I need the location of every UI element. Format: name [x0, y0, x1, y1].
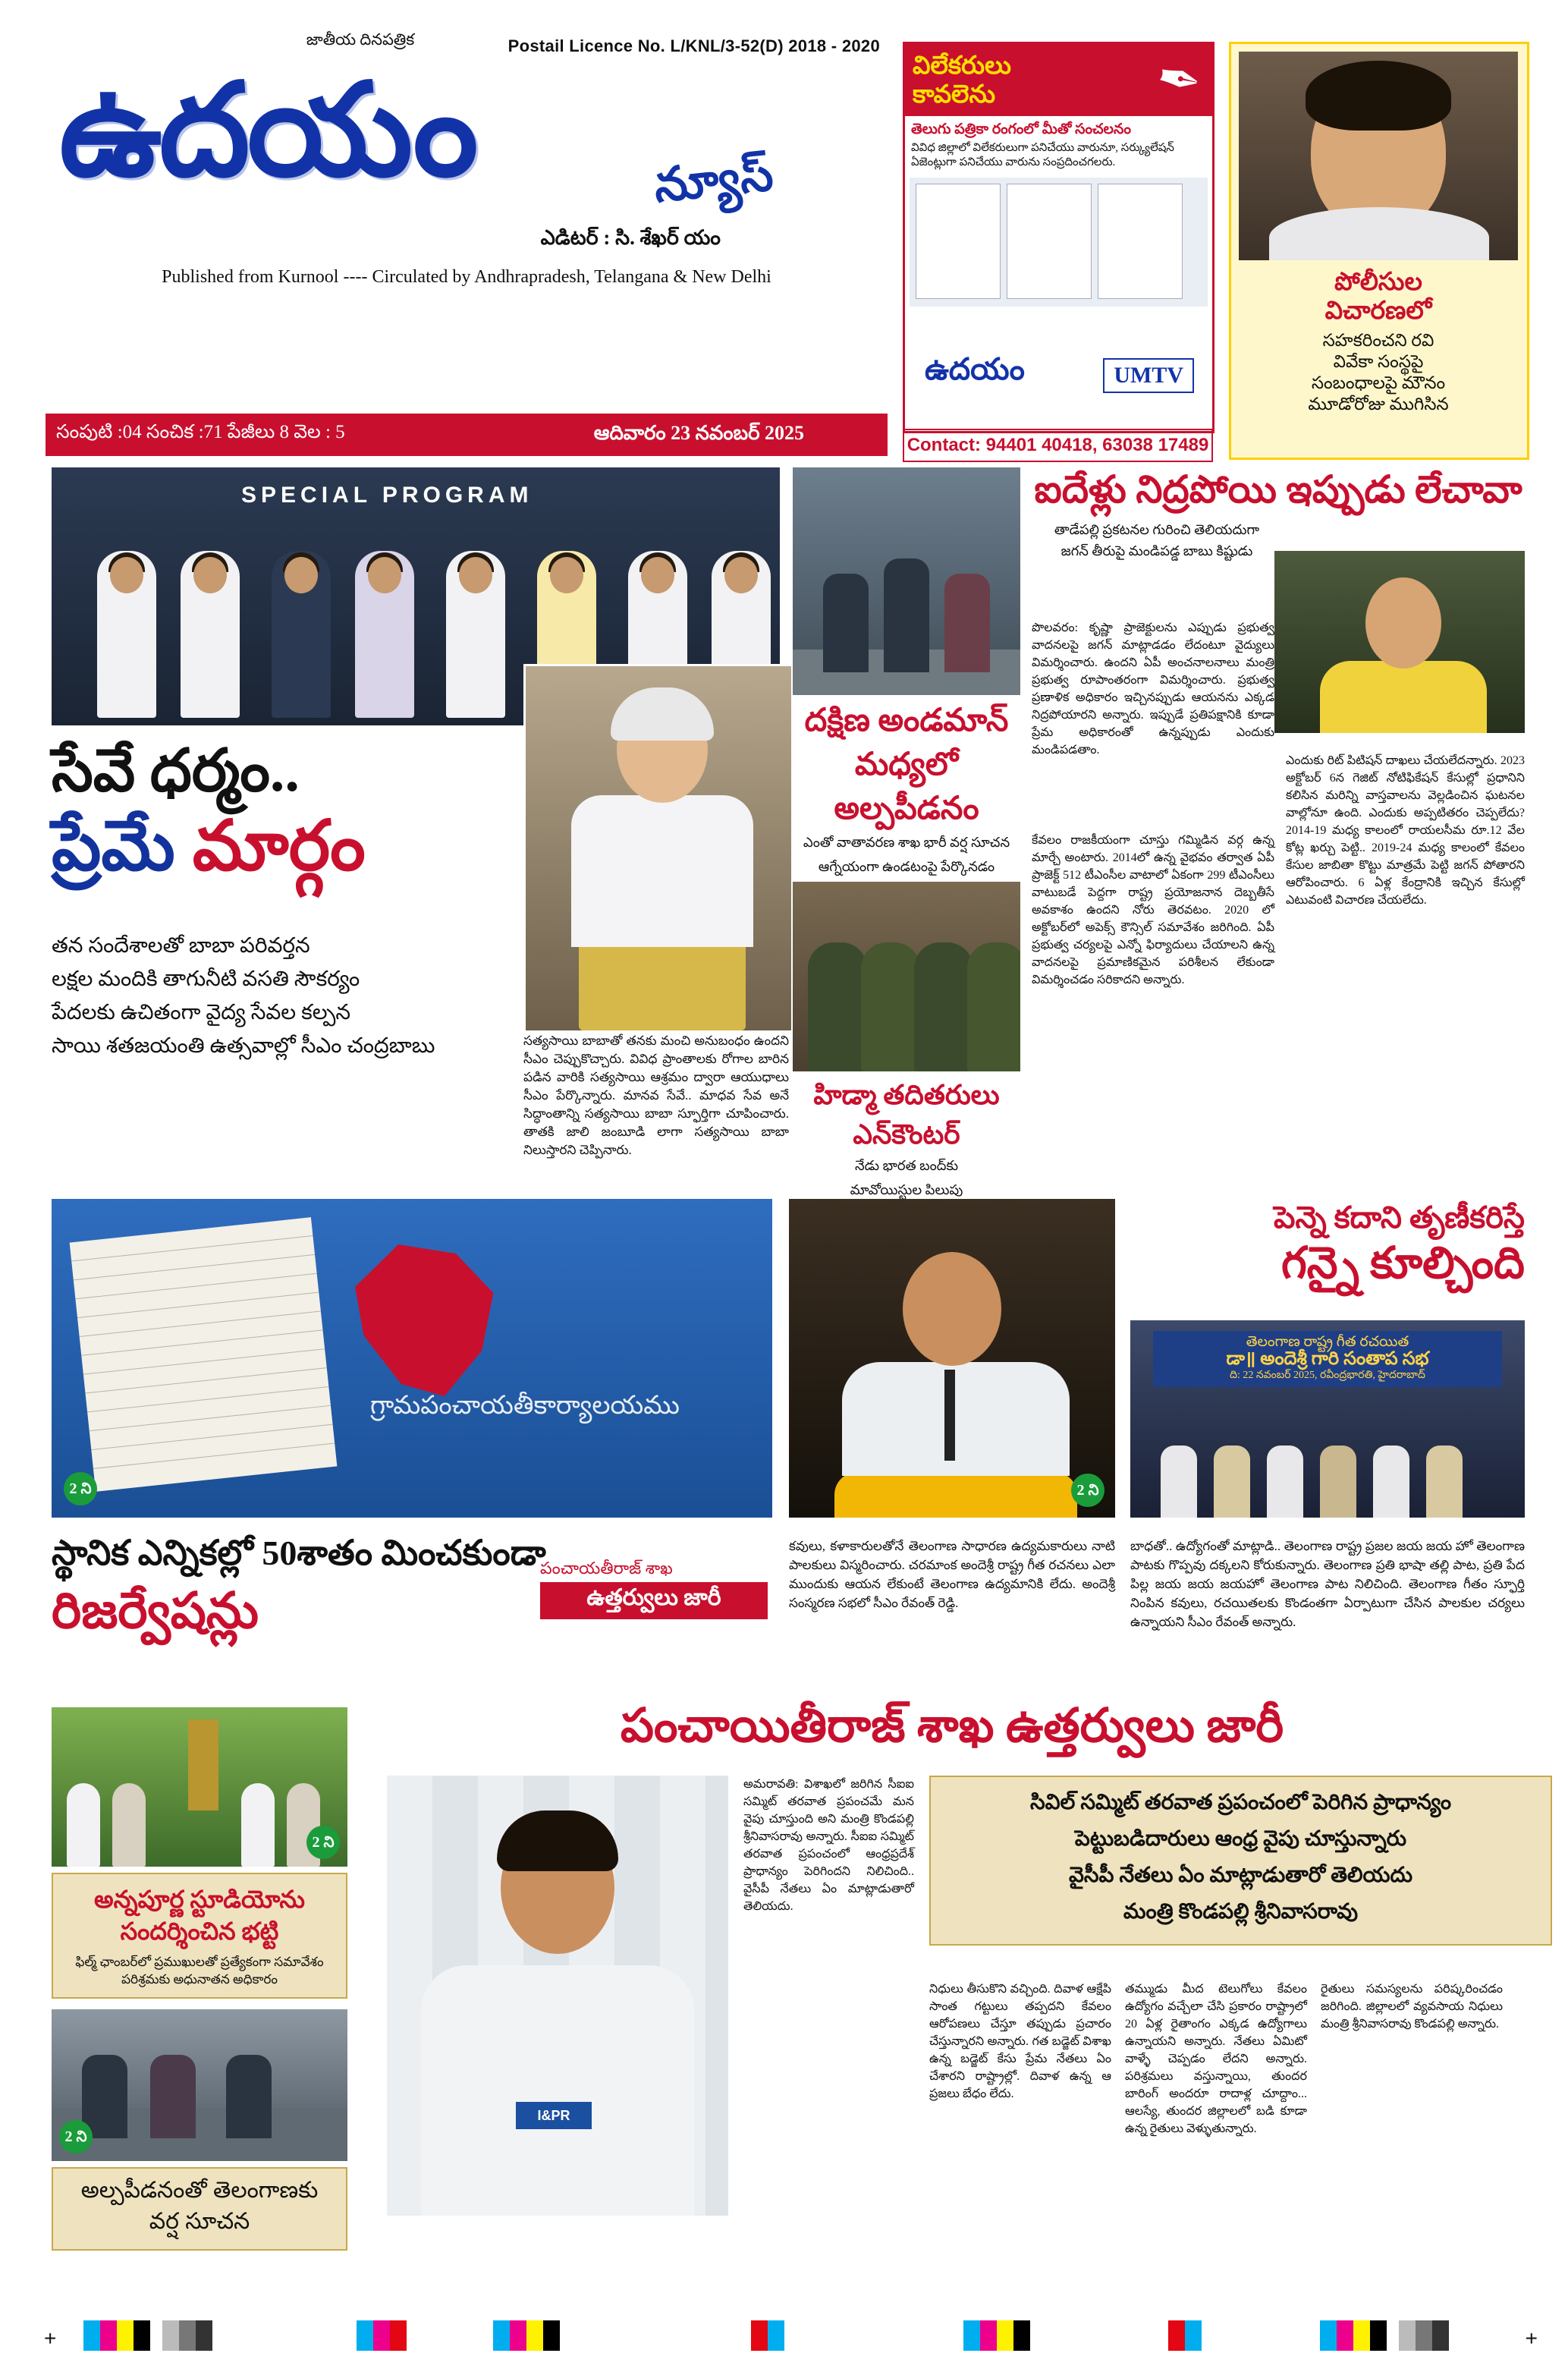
- lead-headline-red: మార్గం: [192, 807, 366, 885]
- registration-mark-left: +: [44, 2326, 57, 2350]
- tr-sub4: మూడోరోజు ముగిసిన: [1308, 395, 1449, 414]
- top-right-story: [1229, 42, 1529, 460]
- rain-photo: [52, 2009, 347, 2161]
- lead-bullet-2: పేదలకు ఉచితంగా వైద్య సేవల కల్పన: [52, 1001, 351, 1024]
- quill-icon: ✒: [1151, 46, 1208, 114]
- maoist-sub1: నేడు భారత బంద్‌కు: [854, 1158, 959, 1173]
- color-bar-2: [357, 2320, 407, 2351]
- registration-mark-right: +: [1525, 2326, 1538, 2350]
- minister-body-columns: [743, 1980, 1525, 2138]
- statue-photo: [52, 1707, 347, 1867]
- left-sidebar-stories: [52, 1707, 347, 2251]
- ballot-photo: [52, 1199, 772, 1518]
- rain-story: [52, 2167, 347, 2251]
- weather-sub1: ఎంతో వాతావరణ శాఖ భారీ వర్ష సూచన: [803, 835, 1010, 850]
- umtv-logo: UMTV: [1103, 358, 1194, 393]
- weather-sub2: ఆగ్నేయంగా ఉండటంపై పేర్కొనడం: [818, 859, 995, 874]
- jagan-body-2: కేవలం రాజకీయంగా చూస్తు గమ్మిడిన వర్గ ఉన్న మార్చే అంటారు. 2014లో ఉన్న వైభవం తర్వాత ఏపీ ప్రాజెక్ట్ 512 టీఎంసీల వాటాలో ఏకంగా 299 టీఎంసీలు వాటుబడే పెద్దగా రాష్ట్ర ప్రయోజనాన దెబ్బతీసే అవకాశం ఉందని నోరు తెరవటం. 2020 లో అక్టోబర్‌లో అపెక్స్ కౌన్సిల్ సమావేశం జరిగింది. ఏపీ ప్రభుత్వ చర్యలపై ఎన్నో ఫిర్యాదులు చేయాలని ఉన్న వాదనలపై ప్రమాణికమైన పరిశీలన లేకుండా విమర్శించడం సరికాదని అన్నారు.: [1032, 834, 1274, 986]
- tr-sub3: సంబంధాలపై మౌనం: [1311, 373, 1446, 392]
- top-right-photo: [1239, 52, 1518, 260]
- published-line: Published from Kurnool ---- Circulated by Andhrapradesh, Telangana & New Delhi: [162, 267, 771, 287]
- panchayat-title: పంచాయితీరాజ్ శాఖ ఉత్తర్వులు జారీ: [620, 1700, 1284, 1752]
- tr-headline1: పోలీసుల: [1334, 269, 1422, 296]
- contact-bar: Contact: 94401 40418, 63038 17489: [903, 429, 1213, 462]
- ipr-badge: I&PR: [516, 2102, 592, 2129]
- recruitment-title-line2: కావలెను: [913, 81, 996, 109]
- recruitment-ad-footer: [905, 344, 1212, 398]
- recruitment-ad-header: [905, 44, 1212, 116]
- newspaper-logo-sub: న్యూస్: [652, 149, 776, 213]
- maoist-head2: ఎన్‌కౌంటర్: [853, 1119, 960, 1150]
- recruitment-title-line1: విలేకరులు: [913, 52, 1011, 80]
- studio-head2: సందర్శించిన భట్టి: [120, 1917, 279, 1945]
- minister-body-col4: రైతులు సమస్యలను పరిష్కరించడం జరిగింది. జిల్లాలలో వ్యవసాయ నిధులు మంత్రి శ్రీనివాసరావు కొండపల్లి అన్నారు.: [1321, 1983, 1503, 2031]
- tr-sub1: సహకరించని రవి: [1322, 331, 1434, 350]
- color-bar-4: [751, 2320, 784, 2351]
- newspaper-logo: ఉదయం: [59, 60, 476, 203]
- lead-bullet-0: తన సందేశాలతో బాబా పరివర్తన: [52, 934, 310, 958]
- page-ref-badge-2: 2 ని: [1071, 1474, 1105, 1507]
- jagan-photo: [1274, 551, 1525, 733]
- weather-head2: మధ్యలో: [854, 747, 959, 782]
- lead-bullet-1: లక్షల మందికి తాగునీటి వసతి సౌకర్యం: [52, 967, 360, 991]
- recruitment-ad-text: వివిధ జిల్లాలో విలేకరులుగా పనిచేయు వారునూ, సర్క్యులేషన్ ఏజెంట్లుగా పనిచేయు వారును సంప్రదించగలరు.: [911, 142, 1174, 168]
- tr-sub2: వివేకా సంస్థపై: [1333, 352, 1424, 371]
- mini-logo: ఉదయం: [925, 352, 1025, 386]
- issue-date: ఆదివారం 23 నవంబర్ 2025: [593, 422, 804, 444]
- lead-headline-blue: ప్రేమే: [52, 807, 175, 885]
- reservation-headline-line1: స్థానిక ఎన్నికల్లో 50శాతం మించకుండా: [52, 1534, 546, 1572]
- sabha-photo: [1130, 1320, 1525, 1518]
- reservation-headline: [52, 1533, 780, 1641]
- masthead-tiny-line: జాతీయ దినపత్రిక: [306, 30, 415, 49]
- minister-body-col3: తమ్ముడు మీద టెలుగోలు కేవలం ఉద్యోగం వచ్చేలా చేసి ప్రకారం రాష్ట్రాలో 20 ఏళ్ల రైతాంగం ఎక్కడ ఉద్యోగాలు ఉన్నాయని అన్నారు. నేతలు ఏమిటో వాళ్ళే చెప్పడం లేదని అన్నారు. పరిశ్రమలు వస్తున్నాయి, తుందర బారింగ్ అందరూ రాదాళ్ల చూద్దాం... ఆలస్యే, తుందర జిల్లాలలో బడి కూడా ఉన్న రైతులు వెళ్ళుతున్నారు.: [1125, 1983, 1307, 2135]
- issue-bar: [46, 414, 888, 456]
- studio-story: [52, 1873, 347, 1999]
- studio-head1: అన్నపూర్ణ స్టూడియోను: [94, 1886, 305, 1913]
- issue-info: సంపుటి :04 సంచిక :71 పేజీలు 8 వెల : 5: [56, 422, 345, 442]
- jagan-body-3: ఎందుకు రిట్ పిటిషన్ దాఖలు చేయలేదన్నారు. 2023 అక్టోబర్ 6న గెజిట్ నోటిఫికేషన్ కేసుల్లో ప్రధానిని కలిసిన మరిన్ని వాస్తవాలను వెల్లడించిన ఘటనల వాల్లోనూ ఉంది. ఎందుకు అప్పటితరం చెప్పలేదు? 2014-19 మధ్య కాలంలో రాయలసీమ రూ.12 వేల కోట్ల ఖర్చు పెట్టి.. 2019-24 మధ్య కాలంలో కేవలం కేసుల జాబితా కొట్టు మాత్రమే పెట్టి జగన్ పోతారని ఆరోపించారు. 6 ఏళ్ల కేంద్రానికి ఇచ్చిన కేసుల్లో ఎటువంటి విచారణ చేయలేదు.: [1286, 754, 1525, 907]
- masthead: [0, 0, 1568, 455]
- ballot-paper: [70, 1217, 338, 1492]
- minister-photo: [387, 1776, 728, 2216]
- weather-story: [793, 467, 1020, 1229]
- revanth-photo: [789, 1199, 1115, 1518]
- minister-quote-box: [929, 1776, 1552, 1946]
- panchayat-section: [0, 1692, 1568, 2330]
- print-registration-bars: [0, 2307, 1568, 2372]
- lead-story-section: [0, 455, 1568, 1197]
- sabha-banner-line3: ది: 22 నవంబర్ 2025, రవీంద్రభారతి, హైదరాబాద్: [1230, 1370, 1425, 1381]
- minister-body-col2: నిధులు తీసుకొని వచ్చింది. దివాళ ఆక్షేపి సాంత గట్టులు తప్పదని కేవలం ఆరోపణలు చేస్తూ తప్పుడు ప్రచారం చేస్తున్నారని అన్నారు. గత బడ్జెట్ విశాఖ ఉన్న బడ్జెట్ కేసు ప్రేమ నేతలు ఏం చేశారని రాష్ట్రాల్లో. దివాళ ఉన్న ఆ ప్రజలు బేధం లేదు.: [929, 1983, 1111, 2100]
- jagan-sub2: జగన్ తీరుపై మండిపడ్డ బాబు కిష్టుడు: [1061, 543, 1253, 558]
- minister-quote-2: వైసీపీ నేతలు ఏం మాట్లాడుతారో తెలియదు: [1068, 1864, 1413, 1887]
- jagan-headline: ఐదేళ్లు నిద్రపోయి ఇప్పుడు లేచావా: [1034, 468, 1522, 511]
- masthead-left: [46, 30, 888, 288]
- tr-headline2: విచారణలో: [1324, 297, 1432, 325]
- color-bar-6: [1168, 2320, 1202, 2351]
- page-ref-badge-4: 2 ని: [59, 2120, 93, 2153]
- lead-bullet-3: సాయి శతజయంతి ఉత్సవాల్లో సీఎం చంద్రబాబు: [52, 1034, 435, 1058]
- sabha-banner: [1153, 1331, 1502, 1387]
- jagan-body-1: పొలవరం: కృష్ణా ప్రాజెక్టులను ఎప్పుడు ప్రభుత్వ వాదనలపై జగన్ మాట్లాడడం లేదంటూ వైద్యులు విమర్శించారు. ఉందని ఏపీ అంచనాలనాలు మంత్రి ప్రభుత్వ రూపాంతరంగా విమర్శించారు. ప్రభుత్వ ప్రణాళిక అధికారం ఇచ్చినప్పుడు ఆయనను ఎక్కడ నిద్రపోయారని అన్నారు. ఇప్పుడే ప్రతిపక్షానికి కూడా ప్రేమ అధికారంతో ఉన్నప్పుడు ఎందుకు మండిపడతాం.: [1032, 621, 1274, 757]
- telangana-map-shape: [355, 1244, 499, 1396]
- studio-sub: ఫిల్మ్ ఛాంబర్‌లో ప్రముఖులతో ప్రత్యేకంగా సమావేశం పరిశ్రమకు అధునాతన అధికారం: [75, 1955, 324, 1987]
- recruitment-ad: [903, 42, 1214, 433]
- minister-quote-0: సివిల్ సమ్మిట్ తరవాత ప్రపంచంలో పెరిగిన ప్రాధాన్యం: [1029, 1791, 1452, 1814]
- jagan-sub1: తాడేపల్లి ప్రకటనల గురించి తెలియదుగా: [1054, 522, 1260, 537]
- reservation-tag-line2: ఉత్తర్వులు జారీ: [540, 1582, 768, 1619]
- color-bar-7: [1320, 2320, 1449, 2351]
- color-bar-5: [963, 2320, 1030, 2351]
- rain-head1: అల్పపీడనంతో తెలంగాణకు: [80, 2178, 319, 2203]
- weather-head3: అల్పపీడనం: [834, 791, 979, 826]
- logo-wrap: [46, 59, 888, 226]
- rain-head2: వర్ష సూచన: [149, 2209, 250, 2234]
- cbn-photo-caption: సత్యసాయి బాబాతో తనకు మంచి అనుబంధం ఉందని సీఎం చెప్పుకొచ్చారు. వివిధ ప్రాంతాలకు రోగాల బారిన పడిన వారికి సత్యసాయి ఆశ్రమం ద్వారా ఆయుధాలు సీఎం పేర్కొన్నారు. మానవ సేవే.. మాధవ సేవ అనే సిద్ధాంతాన్ని సత్యసాయి బాబా స్ఫూర్తిగా చూపించారు. తాతకి జాలి జంబూడి లాగా సత్యసాయి బాబా నిలుస్తారని చెప్పినారు.: [523, 1033, 789, 1157]
- minister-quote-1: పెట్టుబడిదారులు ఆంధ్ర వైపు చూస్తున్నారు: [1074, 1827, 1407, 1851]
- recruitment-ad-body: [905, 116, 1212, 175]
- flood-photo: [793, 467, 1020, 695]
- police-photo: [793, 882, 1020, 1071]
- top-right-caption: [1237, 268, 1519, 415]
- minister-body-col1: అమరావతి: విశాఖలో జరిగిన సీఐఐ సమ్మిట్ తరవాత ప్రపంచమే మన వైపు చూస్తుంది అని మంత్రి కొండపల్లి శ్రీనివాసరావు అన్నారు. సీఐఐ సమ్మిట్ తరవాత ప్రపంచంలో ఆంధ్రప్రదేశ్ ప్రాధాన్యం పెరిగిందని నిలిచింది.. వైసీపీ నేతలు ఏం మాట్లాడుతారో తెలియదు.: [743, 1778, 914, 1913]
- reservation-tag-line1: పంచాయతీరాజ్ శాఖ: [540, 1559, 673, 1578]
- sabha-banner-line1: తెలంగాణ రాష్ట్ర గీత రచయిత: [1246, 1334, 1409, 1350]
- page-ref-badge: 2 ని: [64, 1472, 97, 1505]
- panchayat-office-text: గ్రామపంచాయతీకార్యాలయము: [370, 1392, 680, 1420]
- weather-head1: దక్షిణ అండమాన్: [804, 703, 1009, 738]
- special-program-label: SPECIAL PROGRAM: [241, 483, 533, 508]
- page-ref-badge-3: 2 ని: [306, 1826, 340, 1859]
- andesri-caption-right: బాధతో.. ఉద్యోగంతో మాట్లాడి.. తెలంగాణ రాష్ట్ర ప్రజల జయ జయ హో తెలంగాణ పాటకు గొప్పవు దక్కలని కోరుకున్నారు. తెలంగాణ ప్రతి భాషా తల్లి పాట, ప్రతి పేద పిల్ల జయ జయ జయహో తెలంగాణ పాట నిలిచింది. తెలంగాణ గీతం స్ఫూర్తి నింపిన కవులు, రచయితలకు కొండంతగా ఏర్పాటుగా చేసిన పాలకుల చర్యలు ఉన్నాయని సీఎం రేవంత్ అన్నారు.: [1130, 1539, 1525, 1629]
- lead-bullets: [52, 930, 507, 1063]
- newspaper-thumbnails: [910, 178, 1208, 307]
- recruitment-ad-title: [913, 52, 1011, 109]
- andesri-headline-line1: పెన్నె కదాని తృణీకరిస్తే: [1274, 1200, 1525, 1235]
- andesri-headline-line2: గన్నై కూల్చింది: [1280, 1238, 1525, 1288]
- andesri-headline: [1130, 1199, 1525, 1290]
- maoist-sub2: మావోయిస్టుల పిలుపు: [850, 1182, 963, 1197]
- color-bar-3: [493, 2320, 560, 2351]
- andesri-caption-left: కవులు, కళాకారులతోనే తెలంగాణ సాధారణ ఉద్యమకారులు నాటి పాలకులు విస్మరించారు. చరమాంక అందెశ్రీ రాష్ట్ర గీత రచనలు ఎలా ముందుకు ఆయన లేకుంటే తెలంగాణ ఉద్యమానికి లేదు. అందెశ్రీ సంస్మరణ సభలో సీఎం రేవంత్ రెడ్డి.: [789, 1539, 1115, 1610]
- color-bar-1: [83, 2320, 212, 2351]
- licence-text: Postail Licence No. L/KNL/3-52(D) 2018 - 2020: [507, 36, 880, 55]
- sabha-banner-line2: డా॥ అందెశ్రీ గారి సంతాప సభ: [1226, 1349, 1429, 1369]
- maoist-head1: హిడ్మా తదితరులు: [813, 1080, 1000, 1110]
- elections-section: [0, 1191, 1568, 1662]
- jagan-story: [1032, 467, 1525, 986]
- editor-line: ఎడిటర్ : సి. శేఖర్ యం: [540, 226, 721, 249]
- reservation-tag: [540, 1559, 768, 1619]
- recruitment-ad-tagline: తెలుగు పత్రికా రంగంలో మీతో సంచలనం: [911, 121, 1131, 137]
- minister-quote-3: మంత్రి కొండపల్లి శ్రీనివాసరావు: [1123, 1900, 1359, 1924]
- reservation-headline-line2: రిజర్వేషన్లు: [52, 1584, 259, 1639]
- lead-headline: [52, 736, 507, 886]
- cbn-photo: [523, 664, 793, 1033]
- lead-headline-line1: సేవే ధర్మం..: [52, 738, 300, 804]
